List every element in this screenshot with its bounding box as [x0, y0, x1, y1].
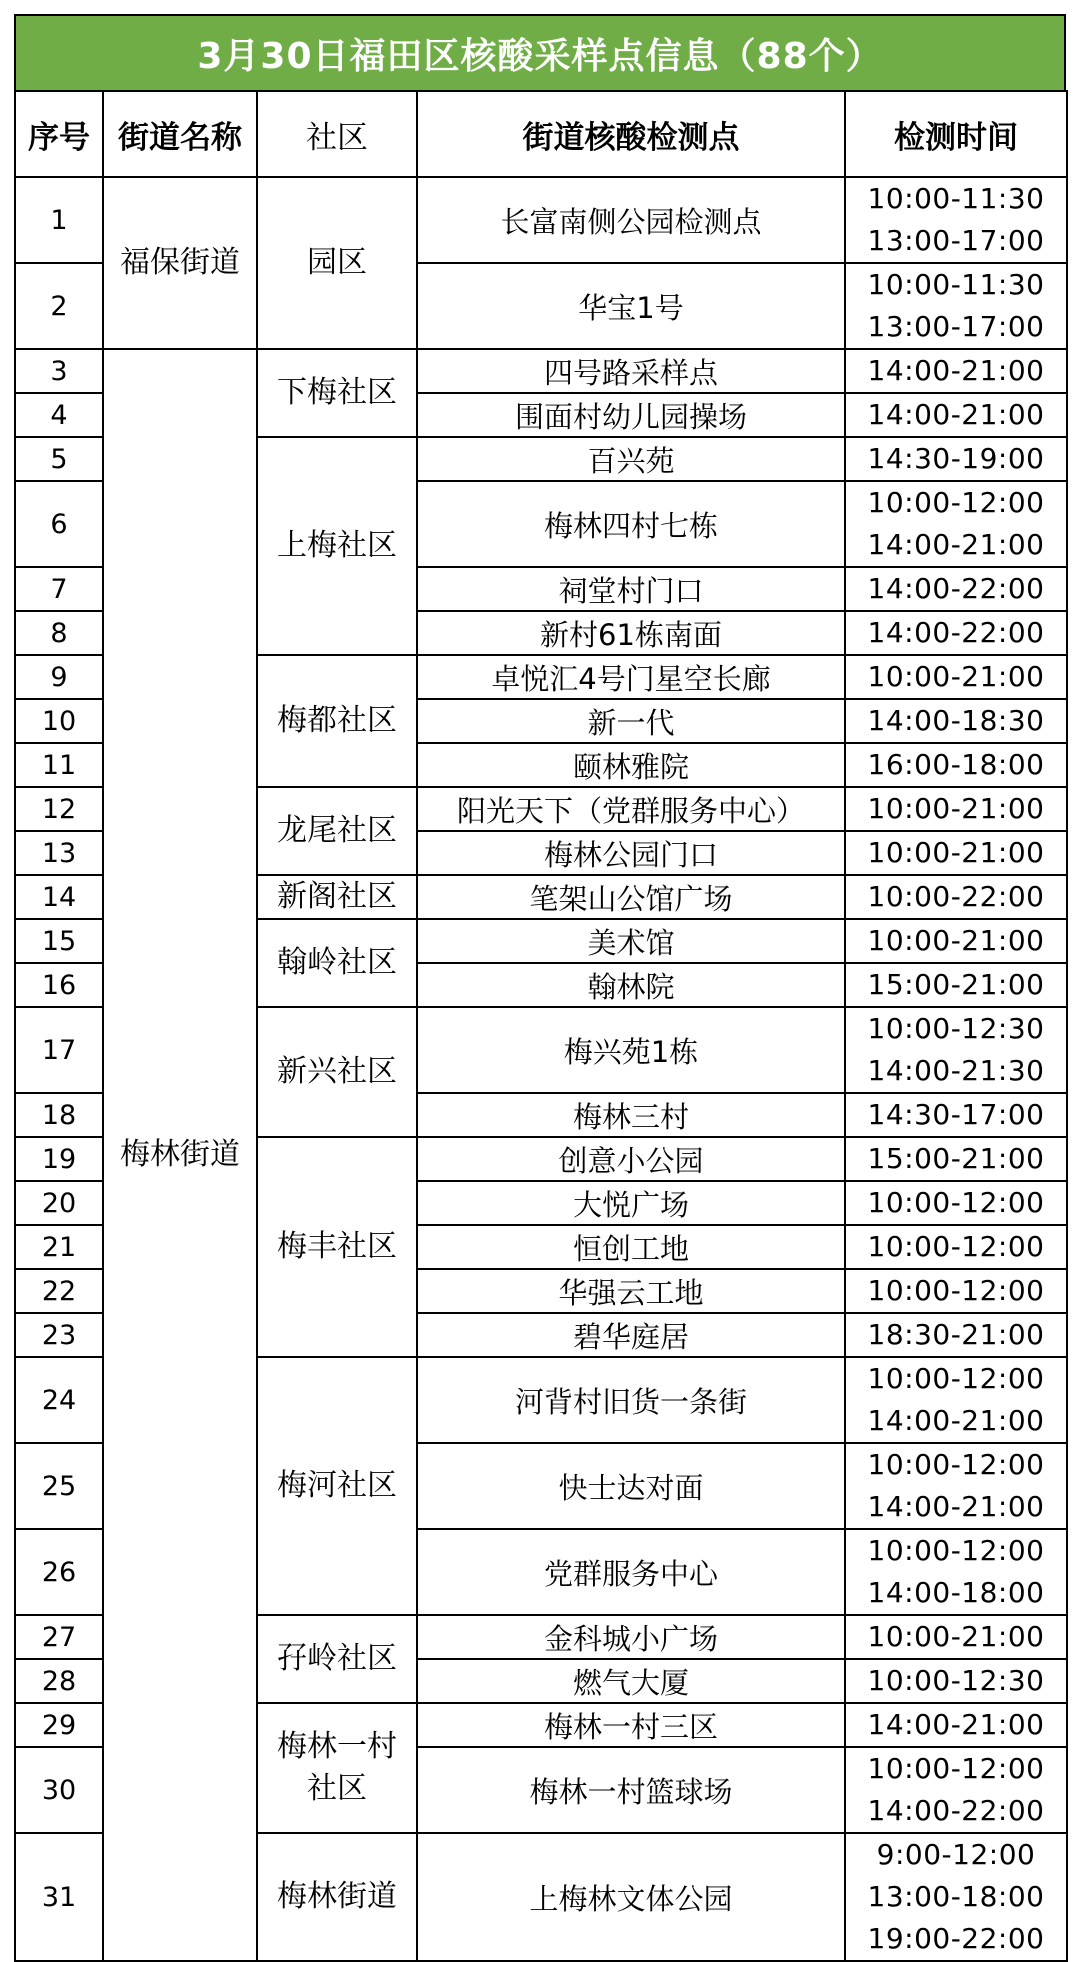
- time-range: 14:00-21:00: [867, 1490, 1045, 1523]
- test-time-cell: [845, 831, 1067, 875]
- test-site-name: 梅林公园门口: [417, 831, 845, 875]
- row-number: 30: [15, 1747, 103, 1833]
- row-number: 7: [15, 567, 103, 611]
- time-range: 14:00-22:00: [867, 616, 1045, 649]
- test-time-cell: [845, 919, 1067, 963]
- test-time-cell: [845, 1269, 1067, 1313]
- test-time-cell: [845, 875, 1067, 919]
- time-range: 10:00-12:00: [867, 1752, 1045, 1785]
- test-site-name: 大悦广场: [417, 1181, 845, 1225]
- time-range: 14:00-21:00: [867, 398, 1045, 431]
- time-range: 14:00-21:00: [867, 1708, 1045, 1741]
- time-range: 14:00-21:30: [867, 1054, 1045, 1087]
- time-range: 16:00-18:00: [867, 748, 1045, 781]
- test-time-cell: [845, 1703, 1067, 1747]
- test-time-cell: [845, 655, 1067, 699]
- time-range: 13:00-17:00: [867, 310, 1045, 343]
- time-range: 14:30-17:00: [867, 1098, 1045, 1131]
- table-body: [15, 177, 1067, 1961]
- row-number: 23: [15, 1313, 103, 1357]
- test-time-cell: [845, 437, 1067, 481]
- row-number: 10: [15, 699, 103, 743]
- row-number: 31: [15, 1833, 103, 1961]
- header-no: 序号: [15, 91, 103, 177]
- test-time-cell: [845, 963, 1067, 1007]
- test-site-name: 卓悦汇4号门星空长廊: [417, 655, 845, 699]
- time-range: 10:00-11:30: [867, 268, 1045, 301]
- test-time-cell: [845, 1443, 1067, 1529]
- test-site-name: 颐林雅院: [417, 743, 845, 787]
- test-time-cell: [845, 611, 1067, 655]
- test-site-name: 四号路采样点: [417, 349, 845, 393]
- test-site-name: 新一代: [417, 699, 845, 743]
- row-number: 8: [15, 611, 103, 655]
- time-range: 14:00-21:00: [867, 354, 1045, 387]
- row-number: 14: [15, 875, 103, 919]
- time-range: 9:00-12:00: [876, 1838, 1036, 1871]
- community-cell: 新兴社区: [257, 1007, 417, 1137]
- test-site-name: 笔架山公馆广场: [417, 875, 845, 919]
- row-number: 2: [15, 263, 103, 349]
- time-range: 10:00-21:00: [867, 924, 1045, 957]
- test-site-name: 金科城小广场: [417, 1615, 845, 1659]
- time-range: 15:00-21:00: [867, 1142, 1045, 1175]
- row-number: 28: [15, 1659, 103, 1703]
- community-cell: 园区: [257, 177, 417, 349]
- test-time-cell: [845, 1747, 1067, 1833]
- row-number: 3: [15, 349, 103, 393]
- test-site-name: 梅林四村七栋: [417, 481, 845, 567]
- time-range: 14:30-19:00: [867, 442, 1045, 475]
- test-time-cell: [845, 349, 1067, 393]
- community-cell: 龙尾社区: [257, 787, 417, 875]
- test-site-name: 华强云工地: [417, 1269, 845, 1313]
- test-time-cell: [845, 1833, 1067, 1961]
- row-number: 15: [15, 919, 103, 963]
- time-range: 14:00-18:30: [867, 704, 1045, 737]
- test-time-cell: [845, 177, 1067, 263]
- community-cell: 梅河社区: [257, 1357, 417, 1615]
- header-street: 街道名称: [103, 91, 257, 177]
- time-range: 10:00-12:00: [867, 1448, 1045, 1481]
- row-number: 6: [15, 481, 103, 567]
- table-row: [15, 177, 1067, 263]
- test-site-name: 快士达对面: [417, 1443, 845, 1529]
- header-time: 检测时间: [845, 91, 1067, 177]
- test-site-name: 阳光天下（党群服务中心）: [417, 787, 845, 831]
- time-range: 10:00-12:30: [867, 1012, 1045, 1045]
- sampling-sheet: [14, 14, 1066, 1962]
- test-time-cell: [845, 1357, 1067, 1443]
- row-number: 25: [15, 1443, 103, 1529]
- test-site-name: 围面村幼儿园操场: [417, 393, 845, 437]
- test-site-name: 党群服务中心: [417, 1529, 845, 1615]
- time-range: 14:00-22:00: [867, 572, 1045, 605]
- time-range: 10:00-21:00: [867, 1620, 1045, 1653]
- row-number: 20: [15, 1181, 103, 1225]
- row-number: 12: [15, 787, 103, 831]
- row-number: 17: [15, 1007, 103, 1093]
- test-time-cell: [845, 1313, 1067, 1357]
- test-site-name: 新村61栋南面: [417, 611, 845, 655]
- row-number: 29: [15, 1703, 103, 1747]
- street-name-cell: 福保街道: [103, 177, 257, 349]
- test-time-cell: [845, 481, 1067, 567]
- row-number: 26: [15, 1529, 103, 1615]
- test-time-cell: [845, 1181, 1067, 1225]
- row-number: 18: [15, 1093, 103, 1137]
- test-site-name: 梅林三村: [417, 1093, 845, 1137]
- header-site: 街道核酸检测点: [417, 91, 845, 177]
- test-time-cell: [845, 567, 1067, 611]
- test-time-cell: [845, 393, 1067, 437]
- time-range: 14:00-18:00: [867, 1576, 1045, 1609]
- row-number: 27: [15, 1615, 103, 1659]
- time-range: 10:00-22:00: [867, 880, 1045, 913]
- test-time-cell: [845, 263, 1067, 349]
- test-time-cell: [845, 1007, 1067, 1093]
- test-time-cell: [845, 1615, 1067, 1659]
- row-number: 1: [15, 177, 103, 263]
- test-site-name: 燃气大厦: [417, 1659, 845, 1703]
- community-cell: 梅林一村社区: [257, 1703, 417, 1833]
- community-cell: 上梅社区: [257, 437, 417, 655]
- time-range: 10:00-12:00: [867, 1274, 1045, 1307]
- test-site-name: 翰林院: [417, 963, 845, 1007]
- row-number: 16: [15, 963, 103, 1007]
- time-range: 10:00-12:00: [867, 486, 1045, 519]
- test-time-cell: [845, 743, 1067, 787]
- test-site-name: 长富南侧公园检测点: [417, 177, 845, 263]
- time-range: 10:00-21:00: [867, 836, 1045, 869]
- row-number: 11: [15, 743, 103, 787]
- row-number: 5: [15, 437, 103, 481]
- test-site-name: 祠堂村门口: [417, 567, 845, 611]
- test-site-name: 美术馆: [417, 919, 845, 963]
- time-range: 10:00-12:30: [867, 1664, 1045, 1697]
- sampling-table: [14, 90, 1068, 1962]
- row-number: 4: [15, 393, 103, 437]
- test-time-cell: [845, 1529, 1067, 1615]
- test-site-name: 恒创工地: [417, 1225, 845, 1269]
- row-number: 22: [15, 1269, 103, 1313]
- time-range: 10:00-12:00: [867, 1230, 1045, 1263]
- row-number: 21: [15, 1225, 103, 1269]
- row-number: 9: [15, 655, 103, 699]
- street-name-cell: 梅林街道: [103, 349, 257, 1961]
- time-range: 13:00-18:00: [867, 1880, 1045, 1913]
- test-time-cell: [845, 699, 1067, 743]
- test-site-name: 百兴苑: [417, 437, 845, 481]
- time-range: 10:00-21:00: [867, 660, 1045, 693]
- time-range: 10:00-12:00: [867, 1534, 1045, 1567]
- row-number: 24: [15, 1357, 103, 1443]
- test-time-cell: [845, 1093, 1067, 1137]
- time-range: 15:00-21:00: [867, 968, 1045, 1001]
- row-number: 19: [15, 1137, 103, 1181]
- community-cell: 孖岭社区: [257, 1615, 417, 1703]
- test-site-name: 上梅林文体公园: [417, 1833, 845, 1961]
- header-community: 社区: [257, 91, 417, 177]
- test-site-name: 梅林一村篮球场: [417, 1747, 845, 1833]
- test-site-name: 梅兴苑1栋: [417, 1007, 845, 1093]
- time-range: 13:00-17:00: [867, 224, 1045, 257]
- table-title: 3月30日福田区核酸采样点信息（88个）: [14, 14, 1066, 90]
- test-site-name: 碧华庭居: [417, 1313, 845, 1357]
- time-range: 19:00-22:00: [867, 1922, 1045, 1955]
- time-range: 10:00-21:00: [867, 792, 1045, 825]
- community-cell: 梅林街道: [257, 1833, 417, 1961]
- time-range: 10:00-11:30: [867, 182, 1045, 215]
- header-row: [15, 91, 1067, 177]
- time-range: 14:00-21:00: [867, 528, 1045, 561]
- test-time-cell: [845, 1137, 1067, 1181]
- test-time-cell: [845, 1659, 1067, 1703]
- test-site-name: 河背村旧货一条街: [417, 1357, 845, 1443]
- community-cell: 下梅社区: [257, 349, 417, 437]
- time-range: 14:00-22:00: [867, 1794, 1045, 1827]
- table-row: [15, 349, 1067, 393]
- community-cell: 新阁社区: [257, 875, 417, 919]
- time-range: 10:00-12:00: [867, 1186, 1045, 1219]
- test-time-cell: [845, 1225, 1067, 1269]
- test-site-name: 梅林一村三区: [417, 1703, 845, 1747]
- test-site-name: 创意小公园: [417, 1137, 845, 1181]
- community-cell: 梅都社区: [257, 655, 417, 787]
- community-cell: 梅丰社区: [257, 1137, 417, 1357]
- row-number: 13: [15, 831, 103, 875]
- time-range: 14:00-21:00: [867, 1404, 1045, 1437]
- time-range: 18:30-21:00: [867, 1318, 1045, 1351]
- test-time-cell: [845, 787, 1067, 831]
- time-range: 10:00-12:00: [867, 1362, 1045, 1395]
- community-cell: 翰岭社区: [257, 919, 417, 1007]
- test-site-name: 华宝1号: [417, 263, 845, 349]
